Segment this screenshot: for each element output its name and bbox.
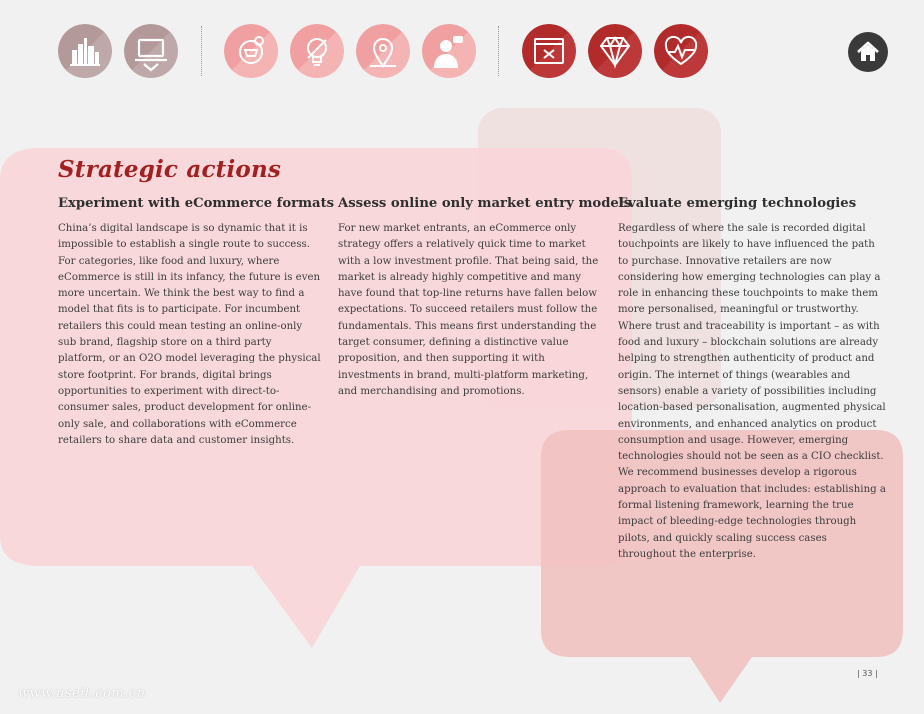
nav-separator — [498, 26, 499, 76]
column-heading: Assess online only market entry models — [338, 196, 632, 211]
column-heading: Evaluate emerging technologies — [618, 196, 857, 211]
diamond-icon[interactable] — [588, 24, 642, 78]
browser-window-icon[interactable] — [522, 24, 576, 78]
column-emerging-technologies — [618, 196, 886, 563]
city-skyline-icon[interactable] — [58, 24, 112, 78]
column-heading: Experiment with eCommerce formats — [58, 196, 335, 211]
column-body: Regardless of where the sale is recorded digital touchpoints are likely to have influenced the path to purchase. Innovative retailers are now considering how emerging technologies can play a role in enhancing these touchpoints to make them more personalised, meaningful or trustworthy. Where trust and traceability is important – as with food and luxury – blockchain solutions are already helping to strengthen authenticity of product and origin. The internet of things (wearables and sensors) enable a variety of possibilities including location-based personalisation, augmented physical environments, and enhanced analytics on product consumption and usage. However, emerging technologies should not be seen as a CIO checklist. We recommend businesses develop a rigorous approach to evaluation that includes: establishing a formal listening framework, learning the true impact of bleeding-edge technologies through pilots, and quickly scaling success cases throughout the enterprise. — [618, 223, 886, 560]
devices-icon[interactable] — [124, 24, 178, 78]
consumer-icon[interactable] — [422, 24, 476, 78]
chapter-navigation — [0, 24, 924, 80]
omnichannel-icon[interactable] — [224, 24, 278, 78]
column-body: China’s digital landscape is so dynamic that it is impossible to establish a single route to success. For categories, like food and luxury, where eCommerce is still in its infancy, the future is even more uncertain. We think the best way to find a model that fits is to participate. For incumbent retailers this could mean testing an online-only sub brand, flagship store on a third party platform, or an O2O model leveraging the physical store footprint. For brands, digital brings opportunities to experiment with direct-to-consumer sales, product development for online-only sale, and collaborations with eCommerce retailers to share data and customer insights. — [58, 223, 321, 446]
home-icon[interactable] — [848, 32, 888, 72]
page-number: | 33 | — [857, 669, 878, 678]
watermark: www.useit.com.cn — [18, 686, 146, 701]
heartbeat-icon[interactable] — [654, 24, 708, 78]
lightbulb-icon[interactable] — [290, 24, 344, 78]
column-experiment-ecommerce — [58, 196, 335, 449]
nav-separator — [201, 26, 202, 76]
column-online-only-entry — [338, 196, 632, 400]
page-title: Strategic actions — [58, 156, 282, 183]
location-pin-icon[interactable] — [356, 24, 410, 78]
column-body: For new market entrants, an eCommerce only strategy offers a relatively quick time to market with a low investment profile. That being said, the market is already highly competitive and many have found that top-line returns have fallen below expectations. To succeed retailers must follow the fundamentals. This means first understanding the target consumer, defining a distinctive value proposition, and then supporting it with investments in brand, multi-platform marketing, and merchandising and promotions. — [338, 223, 599, 397]
